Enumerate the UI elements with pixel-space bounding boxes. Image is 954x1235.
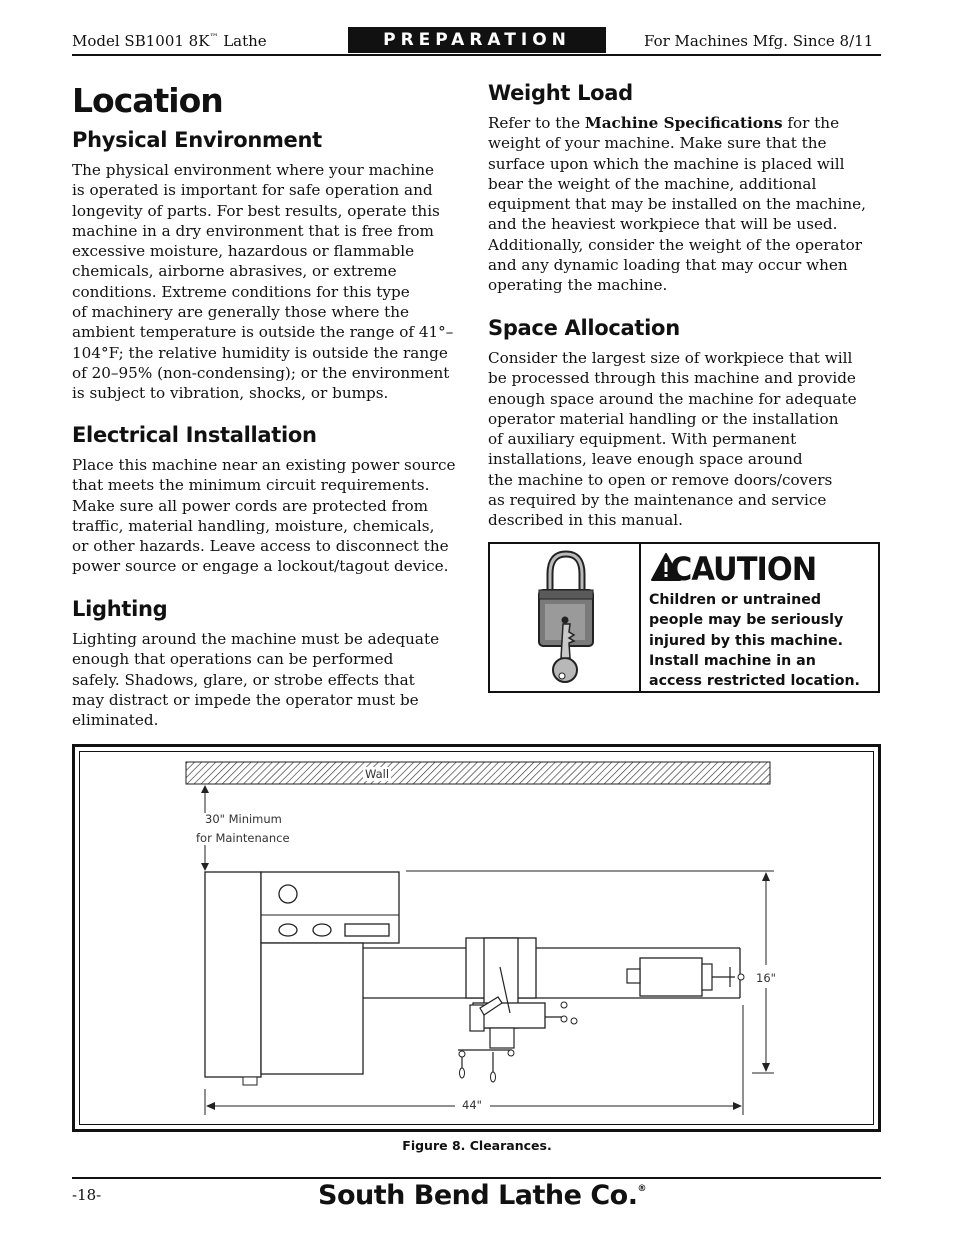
clearance-diagram (180, 755, 800, 1120)
text-line: weight of your machine. Make sure that the (488, 134, 827, 153)
text-line: excessive moisture, hazardous or flammable (72, 242, 415, 261)
text-line: Consider the largest size of workpiece that will (488, 349, 853, 367)
text-line: may distract or impede the operator must be (72, 690, 419, 709)
text-line: and any dynamic loading that may occur when (488, 256, 848, 275)
text-line: enough that operations can be performed (72, 650, 394, 669)
header-rule (72, 54, 881, 56)
lighting-text (72, 629, 439, 730)
wall-label: Wall (365, 767, 390, 781)
header-model: Model SB1001 8K™ Lathe (72, 32, 267, 50)
text-line: Make sure all power cords are protected from (72, 496, 428, 515)
section-banner: PREPARATION (348, 27, 606, 53)
text-line: 104°F; the relative humidity is outside the range (72, 343, 448, 362)
text-line: is subject to vibration, shocks, or bumps. (72, 384, 389, 403)
header-mfg-date: For Machines Mfg. Since 8/11 (644, 32, 874, 50)
width-dimension-label: 44" (462, 1098, 482, 1112)
text-line: Place this machine near an existing power source (72, 456, 456, 474)
padlock-key-icon (512, 548, 616, 690)
bold-term: Machine Specifications (584, 114, 783, 132)
text-line: safely. Shadows, glare, or strobe effects that (72, 670, 415, 689)
page-number: -18- (72, 1186, 102, 1204)
text-line: Children or untrained (649, 592, 822, 608)
text-line: traffic, material handling, moisture, chemicals, (72, 516, 435, 535)
wall-hatch (186, 762, 770, 784)
text-line: machine in a dry environment that is free from (72, 221, 434, 240)
heading-weight-load: Weight Load (488, 81, 633, 105)
text-line: the machine to open or remove doors/covers (488, 470, 833, 489)
brand-logo-text: South Bend Lathe Co.® (318, 1180, 646, 1211)
text-line: Install machine in an (649, 652, 816, 669)
text-line: power source or engage a lockout/tagout device. (72, 557, 449, 576)
heading-electrical-installation: Electrical Installation (72, 423, 317, 447)
text-line: Lighting around the machine must be adequate (72, 630, 440, 648)
physical-environment-text (72, 160, 453, 404)
min-clearance-label-line1: 30" Minimum (205, 812, 282, 826)
caution-label: CAUTION (670, 550, 817, 588)
text-line: operator material handling or the installation (488, 409, 839, 428)
text-line: equipment that may be installed on the machine, (488, 195, 866, 214)
text-line: and the heaviest workpiece that will be used. (488, 215, 838, 234)
caution-divider (639, 542, 641, 693)
weight-load-text (488, 113, 866, 296)
text-line: installations, leave enough space around (488, 450, 803, 469)
text-line: Additionally, consider the weight of the operator (488, 235, 862, 254)
text-line: Refer to the Machine Specifications for the (488, 114, 840, 132)
text-line: conditions. Extreme conditions for this type (72, 282, 410, 301)
footer-rule (72, 1177, 881, 1179)
text-line: that meets the minimum circuit requirements. (72, 476, 430, 495)
text-line: eliminated. (72, 711, 159, 730)
text-line: or other hazards. Leave access to disconnect the (72, 537, 449, 556)
text-line: longevity of parts. For best results, operate this (72, 201, 440, 220)
text-line: The physical environment where your machine (72, 161, 435, 179)
text-line: bear the weight of the machine, additional (488, 174, 817, 193)
heading-lighting: Lighting (72, 597, 168, 621)
height-dimension-label: 16" (756, 971, 776, 985)
text-line: of machinery are generally those where the (72, 303, 410, 322)
text-line: be processed through this machine and provide (488, 369, 856, 388)
text-line: is operated is important for safe operation and (72, 181, 433, 200)
min-clearance-label-line2: for Maintenance (196, 831, 290, 845)
text-line: ambient temperature is outside the range of 41°– (72, 323, 454, 342)
text-line: enough space around the machine for adequate (488, 389, 857, 408)
text-line: surface upon which the machine is placed will (488, 154, 845, 173)
text-line: described in this manual. (488, 511, 683, 530)
text-line: injured by this machine. (649, 632, 843, 649)
electrical-installation-text (72, 455, 456, 577)
text-line: of auxiliary equipment. With permanent (488, 430, 797, 449)
cabinet-outline (205, 872, 261, 1077)
figure-caption: Figure 8. Clearances. (402, 1138, 552, 1153)
space-allocation-text (488, 348, 857, 531)
heading-physical-environment: Physical Environment (72, 128, 322, 152)
text-line: of 20–95% (non-condensing); or the environment (72, 363, 450, 382)
text-line: operating the machine. (488, 276, 668, 295)
heading-space-allocation: Space Allocation (488, 316, 680, 340)
text-line: people may be seriously (649, 612, 844, 629)
text-line: as required by the maintenance and service (488, 491, 827, 510)
caution-message (649, 590, 874, 691)
text-line: access restricted location. (649, 673, 860, 690)
text-line: chemicals, airborne abrasives, or extreme (72, 262, 397, 281)
page-title: Location (72, 81, 223, 120)
